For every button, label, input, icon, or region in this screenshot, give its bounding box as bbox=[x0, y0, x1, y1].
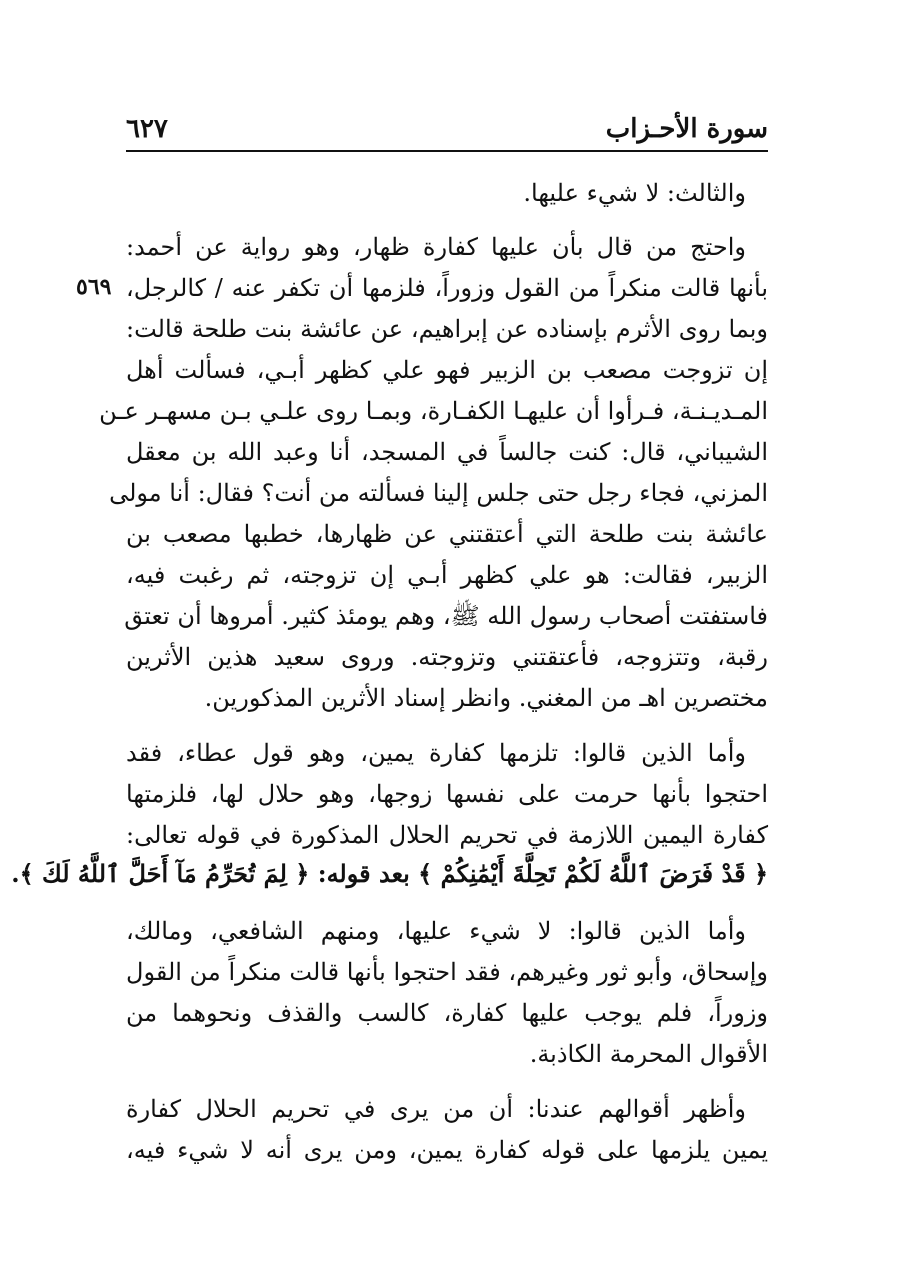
text-line: إن تزوجت مصعب بن الزبير فهو علي كظهر أبـي، فسألت أهل bbox=[126, 356, 769, 384]
text-line: وأما الذين قالوا: لا شيء عليها، ومنهم الشافعي، ومالك، bbox=[126, 917, 746, 945]
text-line: احتجوا بأنها حرمت على نفسها زوجها، وهو حلال لها، فلزمتها bbox=[126, 780, 768, 808]
text-line: كفارة اليمين اللازمة في تحريم الحلال المذكورة في قوله تعالى: bbox=[126, 821, 768, 849]
text-line: عائشة بنت طلحة التي أعتقتني عن ظهارها، خطبها مصعب بن bbox=[126, 520, 768, 548]
text-line: وأما الذين قالوا: تلزمها كفارة يمين، وهو قول عطاء، فقد bbox=[126, 739, 746, 767]
text-line: مختصرين اهـ من المغني. وانظر إسناد الأثرين المذكورين. bbox=[204, 684, 768, 712]
chapter-title: سورة الأحـزاب bbox=[605, 114, 768, 144]
text-line: الشيباني، قال: كنت جالساً في المسجد، أنا وعبد الله بن معقل bbox=[126, 438, 768, 466]
text-line: فاستفتت أصحاب رسول الله ﷺ، وهم يومئذ كثير. أمروها أن تعتق bbox=[124, 602, 768, 630]
header-divider bbox=[126, 150, 768, 152]
quran-verse-line: ﴿ قَدْ فَرَضَ ٱللَّهُ لَكُمْ تَحِلَّةَ أَيْمَٰنِكُمْ ﴾ بعد قوله: ﴿ لِمَ تُحَرِّمُ مَآ أَحَلَّ ٱللَّهُ لَكَ ﴾. bbox=[11, 859, 768, 888]
text-line: المـديـنـة، فـرأوا أن عليهـا الكفـارة، وبمـا روى علـي بـن مسهـر عـن bbox=[99, 397, 768, 425]
text-line: وزوراً، فلم يوجب عليها كفارة، كالسب والقذف ونحوهما من bbox=[126, 999, 768, 1027]
text-line: المزني، فجاء رجل حتى جلس إلينا فسألته من أنت؟ فقال: أنا مولى bbox=[109, 479, 768, 507]
text-line: الأقوال المحرمة الكاذبة. bbox=[529, 1040, 768, 1068]
margin-page-reference: ٥٦٩ bbox=[76, 274, 112, 300]
text-line: وأظهر أقوالهم عندنا: أن من يرى في تحريم الحلال كفارة bbox=[126, 1095, 746, 1123]
text-line: الزبير، فقالت: هو علي كظهر أبـي إن تزوجته، ثم رغبت فيه، bbox=[126, 561, 768, 589]
text-line: وإسحاق، وأبو ثور وغيرهم، فقد احتجوا بأنها قالت منكراً من القول bbox=[126, 958, 768, 986]
text-line: وبما روى الأثرم بإسناده عن إبراهيم، عن عائشة بنت طلحة قالت: bbox=[126, 315, 768, 343]
running-header bbox=[126, 112, 768, 152]
text-line: والثالث: لا شيء عليها. bbox=[523, 179, 746, 207]
text-line: يمين يلزمها على قوله كفارة يمين، ومن يرى أنه لا شيء فيه، bbox=[126, 1136, 768, 1164]
text-line: رقبة، وتتزوجه، فأعتقتني وتزوجته. وروى سعيد هذين الأثرين bbox=[126, 643, 768, 671]
text-line: بأنها قالت منكراً من القول وزوراً، فلزمها أن تكفر عنه / كالرجل، bbox=[126, 274, 768, 302]
page-number: ٦٢٧ bbox=[126, 114, 168, 144]
text-line: واحتج من قال بأن عليها كفارة ظهار، وهو رواية عن أحمد: bbox=[126, 233, 746, 261]
